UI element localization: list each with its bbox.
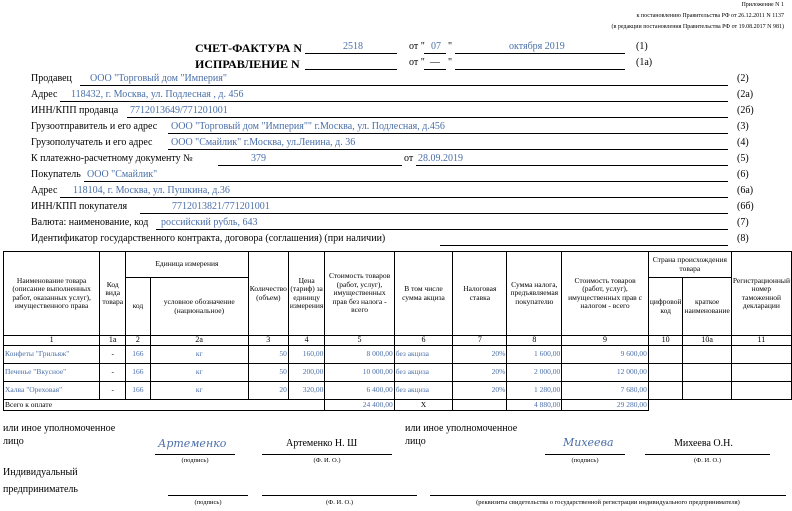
row-total: 12 000,00 [562,364,649,382]
right-caption-fio: (Ф. И. О.) [694,457,721,464]
header-qty: Количество (объем) [248,252,288,336]
row-tax: 1 280,00 [507,382,562,400]
buyer-inn-label: ИНН/КПП покупателя [31,201,128,212]
col-number: 4 [288,336,325,346]
invoice-quote-close: " [448,41,453,52]
buyer-inn-code: (6б) [737,201,754,212]
right-signer-title-2: лицо [405,436,426,447]
row-country-code [648,364,683,382]
consignee-label: Грузополучатель и его адрес [31,137,153,148]
consignee-value: ООО "Смайлик" г.Москва, ул.Ленина, д. 36 [171,137,356,148]
annex-note: Приложение N 1 [741,2,784,8]
col-number: 10 [648,336,683,346]
header-kind-code: Код вида товара [100,252,126,336]
row-kind: - [100,382,126,400]
row-tax: 1 600,00 [507,346,562,364]
currency-label: Валюта: наименование, код [31,217,149,228]
shipper-value: ООО "Торговый дом "Империя"" г.Москва, ул. Подлесная, д.456 [171,121,445,132]
right-signer-title-1: или иное уполномоченное [405,423,518,434]
invoice-title: СЧЕТ-ФАКТУРА N [195,41,303,55]
seller-address-value: 118432, г. Москва, ул. Подлесная , д. 456 [71,89,244,100]
row-name: Халва "Ореховая" [4,382,100,400]
buyer-address-label: Адрес [31,185,58,196]
payment-doc-date: 28.09.2019 [418,153,463,164]
row-qty: 50 [248,364,288,382]
header-tax-rate: Налоговая ставка [453,252,507,336]
invoice-table [3,251,792,411]
correction-quote-close: " [448,57,453,68]
contract-id-label: Идентификатор государственного контракта, договора (соглашения) (при наличии) [31,233,386,244]
row-cost: 8 000,00 [325,346,394,364]
header-cost-with-tax: Стоимость товаров (работ, услуг), имущественных прав с налогом - всего [562,252,649,336]
col-number: 8 [507,336,562,346]
row-unit: кг [150,382,248,400]
contract-id-code: (8) [737,233,749,244]
row-qty: 20 [248,382,288,400]
row-qty: 50 [248,346,288,364]
col-number: 2 [126,336,151,346]
left-signer-title-2: лицо [3,436,24,447]
invoice-day: 07 [431,41,441,52]
row-unit: кг [150,364,248,382]
payment-doc-from-label: от [404,153,414,164]
header-excise: В том числе сумма акциза [394,252,452,336]
header-country-code: цифровой код [648,278,683,336]
table-row [4,364,792,382]
buyer-address-code: (6а) [737,185,754,196]
left-signer-name: Артеменко Н. Ш [286,438,358,449]
table-row [4,382,792,400]
buyer-inn-value: 7712013821/771201001 [172,201,270,212]
row-cost: 10 000,00 [325,364,394,382]
total-rate-blank [453,400,507,411]
row-total: 9 600,00 [562,346,649,364]
shipper-label: Грузоотправитель и его адрес [31,121,158,132]
header-unit-name: условное обозначение (национальное) [150,278,248,336]
invoice-month-year: октября 2019 [509,41,565,52]
seller-inn-value: 7712013649/771201001 [130,105,228,116]
row-cost: 6 400,00 [325,382,394,400]
row-kind: - [100,346,126,364]
table-row [4,346,792,364]
col-number: 10а [683,336,731,346]
left-signer-title-1: или иное уполномоченное [3,423,116,434]
seller-value: ООО "Торговый дом "Империя" [90,73,227,84]
header-customs: Регистрационный номер таможенной декларации [731,252,791,336]
left-caption-sign: (подпись) [181,457,209,464]
row-country-name [683,364,731,382]
seller-code: (2) [737,73,749,84]
row-total: 7 680,00 [562,382,649,400]
payment-doc-value: 379 [251,153,266,164]
left-signature: Артеменко [158,437,227,450]
row-excise: без акциза [394,364,452,382]
total-excise: Х [394,400,452,411]
payment-doc-label: К платежно-расчетному документу № [31,153,193,164]
seller-inn-label: ИНН/КПП продавца [31,105,119,116]
consignee-code: (4) [737,137,749,148]
table-header-row [4,252,792,278]
left-caption-fio: (Ф. И. О.) [313,457,341,464]
column-numbers-row [4,336,792,346]
correction-from-label: от " [409,57,425,68]
row-unit-code: 166 [126,364,151,382]
currency-code: (7) [737,217,749,228]
col-number: 5 [325,336,394,346]
row-name: Конфеты "Грильяж" [4,346,100,364]
row-customs [731,364,791,382]
decree-note: к постановлению Правительства РФ от 26.12.2011 N 1137 [636,13,784,19]
row-unit: кг [150,346,248,364]
header-price: Цена (тариф) за единицу измерения [288,252,325,336]
col-number: 3 [248,336,288,346]
row-rate: 20% [453,346,507,364]
seller-inn-code: (2б) [737,105,754,116]
edition-note: (в редакции постановления Правительства РФ от 19.08.2017 N 981) [611,24,784,30]
col-number: 1а [100,336,126,346]
invoice-number: 2518 [343,41,363,52]
row-rate: 20% [453,364,507,382]
row-unit-code: 166 [126,346,151,364]
seller-address-label: Адрес [31,89,58,100]
total-with-tax: 29 280,00 [562,400,649,411]
total-cost: 24 400,00 [325,400,394,411]
col-number: 9 [562,336,649,346]
payment-doc-code: (5) [737,153,749,164]
buyer-value: ООО "Смайлик" [87,169,158,180]
correction-day-dash: — [430,57,440,68]
row-unit-code: 166 [126,382,151,400]
header-country-group: Страна происхождения товара [648,252,731,278]
total-row [4,400,792,411]
col-number: 11 [731,336,791,346]
row-excise: без акциза [394,382,452,400]
row-customs [731,382,791,400]
header-country-name: краткое наименование [683,278,731,336]
row-excise: без акциза [394,346,452,364]
row-tax: 2 000,00 [507,364,562,382]
invoice-code: (1) [636,41,648,52]
right-caption-sign: (подпись) [571,457,599,464]
col-number: 7 [453,336,507,346]
row-country-name [683,346,731,364]
header-unit-group: Единица измерения [126,252,249,278]
total-empty [648,400,791,411]
total-label: Всего к оплате [4,400,325,411]
header-name: Наименование товара (описание выполненных работ, оказанных услуг), имущественного права [4,252,100,336]
row-price: 200,00 [288,364,325,382]
invoice-from-label: от " [409,41,425,52]
seller-label: Продавец [31,73,72,84]
correction-code: (1а) [636,57,653,68]
ip-label-2: предприниматель [3,484,78,495]
buyer-address-value: 118104, г. Москва, ул. Пушкина, д.36 [73,185,230,196]
header-cost-no-tax: Стоимость товаров (работ, услуг), имущественных прав без налога - всего [325,252,394,336]
row-price: 320,00 [288,382,325,400]
row-name: Печенье "Вкусное" [4,364,100,382]
buyer-code: (6) [737,169,749,180]
correction-title: ИСПРАВЛЕНИЕ N [195,57,300,71]
row-kind: - [100,364,126,382]
row-customs [731,346,791,364]
ip-caption-reg: (реквизиты свидетельства о государственной регистрации индивидуального предпринимателя) [476,499,740,506]
ip-caption-sign: (подпись) [194,499,222,506]
row-country-code [648,382,683,400]
currency-value: российский рубль, 643 [161,217,258,228]
col-number: 1 [4,336,100,346]
row-country-name [683,382,731,400]
col-number: 6 [394,336,452,346]
buyer-label: Покупатель [31,169,81,180]
total-tax: 4 880,00 [507,400,562,411]
right-signer-name: Михеева О.Н. [674,438,733,449]
header-unit-code: код [126,278,151,336]
seller-address-code: (2а) [737,89,754,100]
col-number: 2а [150,336,248,346]
row-country-code [648,346,683,364]
ip-label-1: Индивидуальный [3,467,78,478]
right-signature: Михеева [563,436,614,449]
row-price: 160,00 [288,346,325,364]
row-rate: 20% [453,382,507,400]
shipper-code: (3) [737,121,749,132]
ip-caption-fio: (Ф. И. О.) [326,499,353,506]
header-tax-amount: Сумма налога, предъявляемая покупателю [507,252,562,336]
